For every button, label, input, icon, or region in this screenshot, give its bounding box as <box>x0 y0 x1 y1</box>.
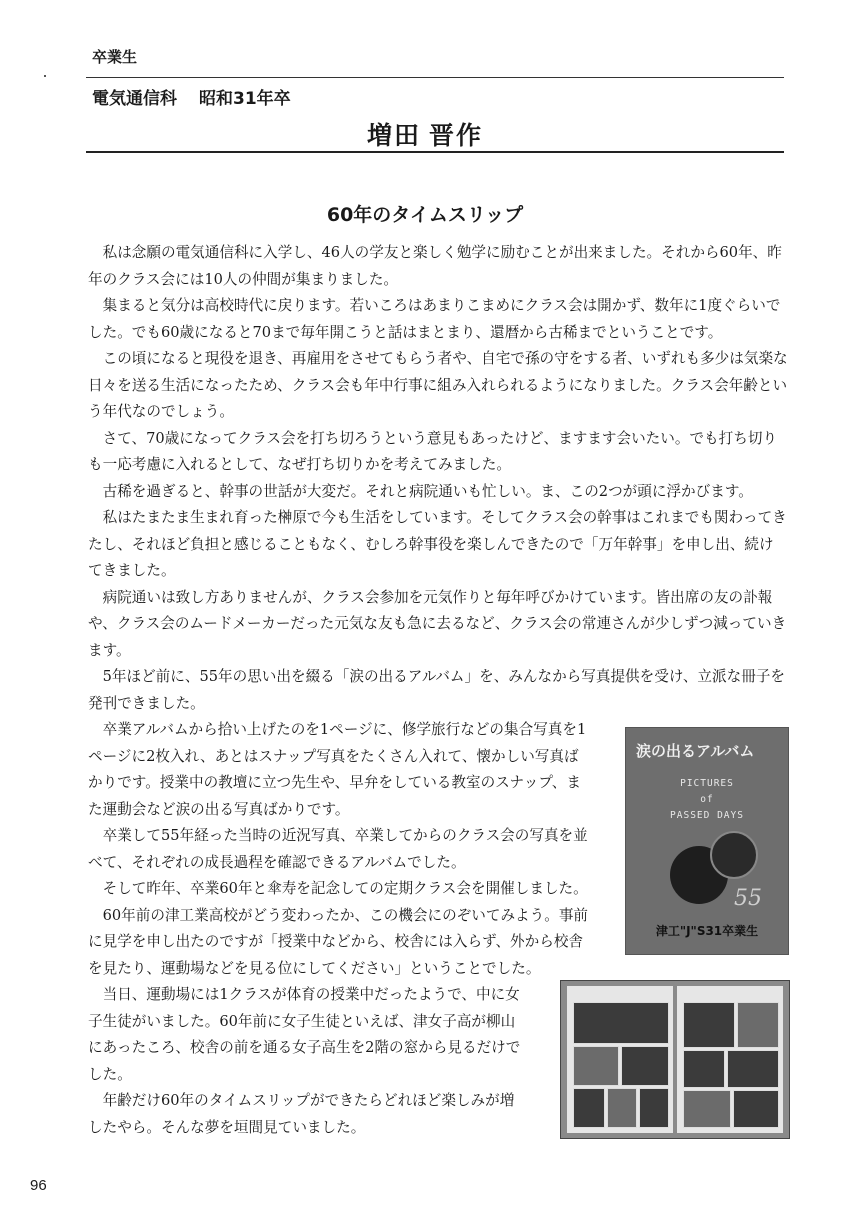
album-cover-subtitle: PICTURES of PASSED DAYS <box>670 778 744 821</box>
paragraph: さて、70歳になってクラス会を打ち切ろうという意見もあったけど、ますます会いたい。でも打ち切りも一応考慮に入れるとして、なぜ打ち切りかを考えてみました。 <box>88 429 778 473</box>
paragraph: 集まると気分は高校時代に戻ります。若いころはあまりこまめにクラス会は開かず、数年に1度ぐらいでした。でも60歳になると70まで毎年開こうと話はまとまり、還暦から古稀までということです。 <box>88 297 781 341</box>
paragraph: 私はたまたま生まれ育った榊原で今も生活をしています。そしてクラス会の幹事はこれまでも関わってきたし、それほど負担と感じることもなく、むしろ幹事役を楽しんできたので「万年幹事」を申し出、続けてきました。 <box>88 509 787 579</box>
album-cover-number: 55 <box>734 886 762 911</box>
snapshot <box>737 1002 779 1048</box>
snapshot <box>621 1046 669 1086</box>
margin-dot <box>44 75 46 77</box>
paragraph: 年齢だけ60年のタイムスリップができたらどれほど楽しみが増したやら。そんな夢を垣間見ていました。 <box>88 1092 515 1136</box>
paragraph: 私は念願の電気通信科に入学し、46人の学友と楽しく勉学に励むことが出来ました。それから60年、昨年のクラス会には10人の仲間が集まりました。 <box>88 244 782 288</box>
header-rule-top <box>86 77 784 78</box>
paragraph: 5年ほど前に、55年の思い出を綴る「涙の出るアルバム」を、みんなから写真提供を受け、立派な冊子を発刊できました。 <box>88 668 785 712</box>
graduation-year: 昭和31年卒 <box>199 89 291 109</box>
paragraph: 60年前の津工業高校がどう変わったか、この機会にのぞいてみよう。事前に見学を申し出たのですが「授業中などから、校舎には入らず、外から校舎を見たり、運動場などを見る位にしてください」ということでした。 <box>88 906 589 977</box>
snapshot <box>573 1088 605 1128</box>
snapshot <box>683 1050 725 1088</box>
author-department <box>92 84 313 109</box>
page-number: 96 <box>30 1177 47 1194</box>
album-cover-title: 涙の出るアルバム <box>636 742 755 760</box>
album-cover-photo <box>625 727 789 955</box>
section-category: 卒業生 <box>92 48 138 66</box>
author-family-name: 増田 <box>366 121 421 150</box>
paragraph: 当日、運動場には1クラスが体育の授業中だったようで、中に女子生徒がいました。60年前に女子生徒といえば、津女子高が柳山にあったころ、校舎の前を通る女子高生を2階の窓から見るだけでした。 <box>88 986 521 1083</box>
snapshot <box>573 1002 669 1044</box>
paragraph: 病院通いは致し方ありませんが、クラス会参加を元気作りと毎年呼びかけています。皆出席の友の訃報や、クラス会のムードメーカーだった元気な友も急に去るなど、クラス会の常連さんが少しずつ減っていきます。 <box>88 588 787 659</box>
album-page-right <box>677 986 783 1133</box>
paragraph: この頃になると現役を退き、再雇用をさせてもらう者や、自宅で孫の守をする者、いずれも多少は気楽な日々を送る生活になったため、クラス会も年中行事に組み入れられるようになりました。クラス会年齢という年代なのでしょう。 <box>88 350 788 420</box>
album-spread-photo <box>560 980 790 1139</box>
snapshot <box>607 1088 637 1128</box>
snapshot <box>727 1050 779 1088</box>
paragraphs-beside-spread <box>88 982 523 1141</box>
paragraph: 卒業して55年経った当時の近況写真、卒業してからのクラス会の写真を並べて、それぞれの成長過程を確認できるアルバムでした。 <box>88 827 588 871</box>
snapshot <box>639 1088 669 1128</box>
article-title: 60年のタイムスリップ <box>326 204 524 226</box>
album-cover-circle-photo-small <box>710 831 758 879</box>
paragraph: 卒業アルバムから拾い上げたのを1ページに、修学旅行などの集合写真を1ページに2枚入れ、あとはスナップ写真をたくさん入れて、懐かしい写真ばかりです。授業中の教壇に立つ先生や、早弁をしている教室のスナップ、また運動会など涙の出る写真ばかりです。 <box>88 721 587 818</box>
snapshot <box>733 1090 779 1128</box>
paragraph: そして昨年、卒業60年と傘寿を記念しての定期クラス会を開催しました。 <box>102 880 588 897</box>
paragraphs-beside-cover <box>88 717 593 982</box>
album-page-left <box>567 986 673 1133</box>
snapshot <box>683 1090 731 1128</box>
department-name: 電気通信科 <box>92 89 177 109</box>
author-given-name: 晋作 <box>429 121 484 150</box>
snapshot <box>573 1046 619 1086</box>
author-name <box>0 116 850 152</box>
header-rule-bottom <box>86 151 784 153</box>
snapshot <box>683 1002 735 1048</box>
paragraph: 古稀を過ぎると、幹事の世話が大変だ。それと病院通いも忙しい。ま、この2つが頭に浮かびます。 <box>102 482 753 500</box>
album-cover-footer: 津工"J"S31卒業生 <box>655 924 759 938</box>
